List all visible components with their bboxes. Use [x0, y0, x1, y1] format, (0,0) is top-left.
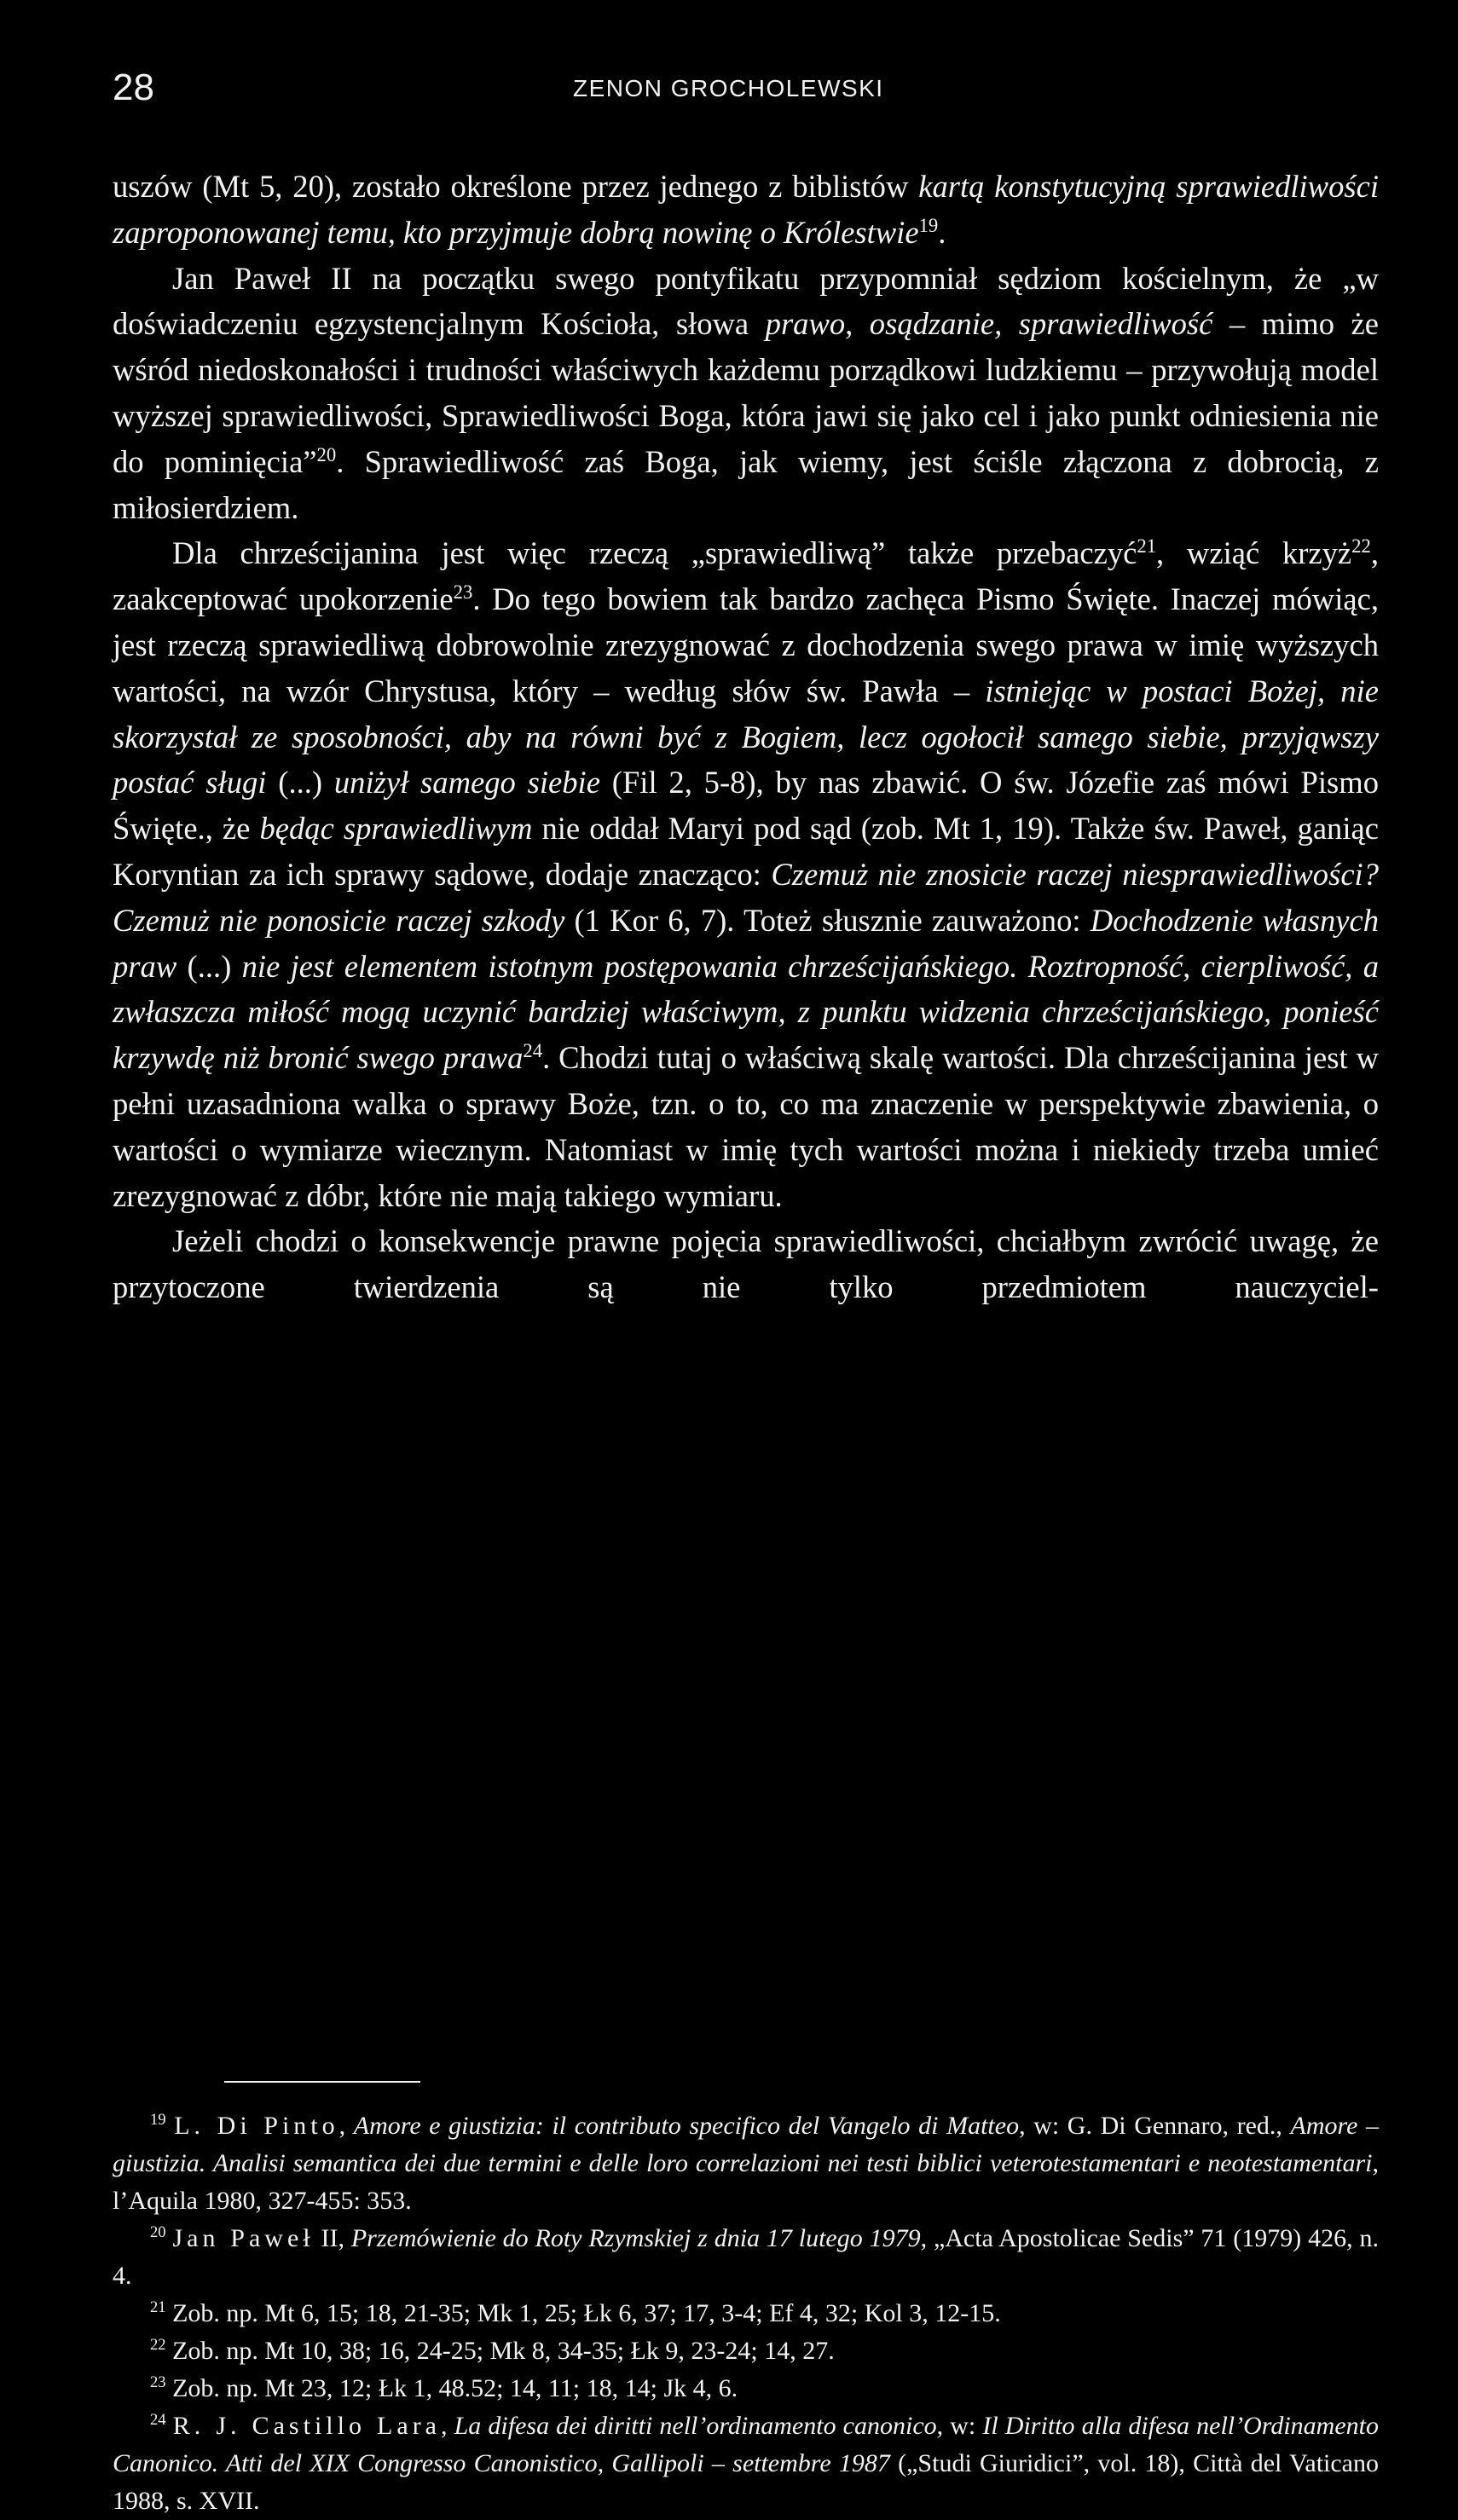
footnotes [113, 2107, 1379, 2520]
footnote-23 [113, 2370, 1379, 2407]
text-run: Dla chrześcijanina jest więc rzeczą „sprawiedliwą” także przebaczyć [172, 535, 1137, 571]
footnote-number: 24 [150, 2411, 166, 2429]
text-run: , w: [936, 2412, 983, 2440]
text-run: nie oddał Maryi pod sąd (zob. Mt 1, 19). Także św. Paweł, ganiąc Koryntian za ich sprawy sądowe, dodaje znacząco: [113, 811, 1379, 892]
footnote-ref: 24 [523, 1039, 543, 1061]
footnote-number: 23 [150, 2373, 166, 2391]
footnote-text: Zob. np. Mt 23, 12; Łk 1, 48.52; 14, 11; 18, 14; Jk 4, 6. [172, 2374, 738, 2402]
body-text [113, 164, 1379, 1310]
paragraph-1 [113, 164, 1379, 256]
footnote-author: Jan Paweł [172, 2224, 315, 2252]
text-run: (...) [266, 765, 334, 801]
footnote-divider [224, 2081, 420, 2083]
text-run: („Studi Giuridici”, vol. 18), Città del Vaticano 1988, s. XVII. [113, 2449, 1379, 2515]
text-run: (1 Kor 6, 7). Toteż słusznie zauważono: [564, 902, 1091, 938]
text-run: , [441, 2412, 454, 2440]
text-run: Jan Paweł II na początku swego pontyfikatu przypomniał sędziom kościelnym, że „w doświadczeniu egzystencjalnym Kościoła, słowa [113, 260, 1379, 342]
paragraph-3 [113, 530, 1379, 1218]
italic-run: Il Diritto alla difesa nell’Ordinamento Canonico. Atti del XIX Congresso Canonistico, Gallipoli – settembre 1987 [113, 2412, 1379, 2477]
text-run: , „Acta Apostolicae Sedis” 71 (1979) 426, n. 4. [113, 2224, 1379, 2290]
text-run: , [338, 2112, 354, 2140]
text-run: , l’Aquila 1980, 327-455: 353. [113, 2149, 1379, 2215]
text-run: . Sprawiedliwość zaś Boga, jak wiemy, jest ściśle złączona z dobrocią, z miłosierdziem. [113, 443, 1379, 525]
footnote-ref: 21 [1137, 535, 1157, 558]
running-head: ZENON GROCHOLEWSKI [573, 75, 884, 101]
text-run: II, [314, 2224, 351, 2252]
footnote-text: Zob. np. Mt 6, 15; 18, 21-35; Mk 1, 25; Łk 6, 37; 17, 3-4; Ef 4, 32; Kol 3, 12-15. [172, 2299, 1001, 2327]
footnote-22 [113, 2332, 1379, 2370]
italic-run: będąc sprawiedliwym [259, 811, 533, 847]
text-run: (...) [176, 948, 242, 984]
footnote-ref: 23 [453, 581, 473, 603]
text-run: . [938, 214, 946, 250]
footnote-ref: 19 [918, 214, 939, 236]
footnote-ref: 20 [316, 443, 337, 465]
italic-run: Czemuż nie znosicie raczej niesprawiedliwości? Czemuż nie ponosicie raczej szkody [113, 856, 1380, 938]
text-run: Jeżeli chodzi o konsekwencje prawne pojęcia sprawiedliwości, chciałbym zwrócić uwagę, że przytoczone twierdzenia są nie tylko przedmiotem nauczyciel- [113, 1223, 1379, 1305]
footnote-19 [113, 2107, 1379, 2220]
text-run: (Fil 2, 5-8), by nas zbawić. O św. Józefie zaś mówi Pismo Święte., że [113, 765, 1379, 847]
italic-run: Dochodzenie własnych praw [113, 902, 1379, 984]
footnote-number: 21 [150, 2298, 166, 2316]
italic-run: La difesa dei diritti nell’ordinamento canonico [454, 2412, 937, 2440]
footnote-author: L. Di Pinto [174, 2112, 339, 2140]
text-run: uszów (Mt 5, 20), zostało określone przez jednego z biblistów [113, 169, 919, 204]
footnote-ref: 22 [1351, 535, 1371, 558]
text-run: . Do tego bowiem tak bardzo zachęca Pismo Święte. Inaczej mówiąc, jest rzeczą sprawiedliwą dobrowolnie zrezygnować z dochodzenia swego prawa w imię wyższych wartości, na wzór Chrystusa, który – według słów św. Pawła – [113, 581, 1379, 708]
paragraph-2 [113, 256, 1379, 531]
text-run: , zaakceptować upokorzenie [113, 535, 1379, 617]
italic-run: prawo, osądzanie, sprawiedliwość [765, 306, 1213, 342]
footnote-author: R. J. Castillo Lara [172, 2412, 441, 2440]
page-number: 28 [113, 66, 154, 108]
italic-run: Amore e giustizia: il contributo specifico del Vangelo di Matteo [353, 2112, 1020, 2140]
text-run: . Chodzi tutaj o właściwą skalę wartości. Dla chrześcijanina jest w pełni uzasadniona walka o sprawy Boże, tzn. o to, co ma znaczenie w perspektywie zbawienia, o wartości o wymiarze wiecznym. Natomiast w imię tych wartości można i niekiedy trzeba umieć zrezygnować z dóbr, które nie mają takiego wymiaru. [113, 1040, 1380, 1213]
italic-run: uniżył samego siebie [333, 765, 600, 801]
italic-run: nie jest elementem istotnym postępowania chrześcijańskiego. Roztropność, cierpliwość, a zwłaszcza miłość mogą uczynić bardziej właściwym, z punktu widzenia chrześcijańskiego, ponieść krzywdę niż bronić swego prawa [113, 948, 1379, 1076]
footnote-21 [113, 2295, 1379, 2332]
footnote-number: 19 [150, 2111, 166, 2129]
footnote-text: Zob. np. Mt 10, 38; 16, 24-25; Mk 8, 34-35; Łk 9, 23-24; 14, 27. [172, 2337, 835, 2365]
italic-run: Amore – giustizia. Analisi semantica dei due termini e delle loro correlazioni nei testi biblici veterotestamentari e neotestamentari [113, 2112, 1380, 2177]
text-run: , wziąć krzyż [1156, 535, 1352, 571]
italic-run: istniejąc w postaci Bożej, nie skorzystał ze sposobności, aby na równi być z Bogiem, lecz ogołocił samego siebie, przyjąwszy postać sługi [113, 673, 1379, 801]
text-run: , w: G. Di Gennaro, red., [1019, 2112, 1291, 2140]
footnote-number: 20 [150, 2223, 166, 2241]
footnote-20 [113, 2220, 1379, 2295]
footnote-number: 22 [150, 2336, 166, 2354]
text-run: – mimo że wśród niedoskonałości i trudności właściwych każdemu porządkowi ludzkiemu – przywołują model wyższej sprawiedliwości, Sprawiedliwości Boga, która jawi się jako cel i jako punkt odniesienia nie do pominięcia” [113, 306, 1379, 479]
footnote-24 [113, 2407, 1379, 2520]
paragraph-4 [113, 1218, 1379, 1310]
italic-run: kartą konstytucyjną sprawiedliwości zaproponowanej temu, kto przyjmuje dobrą nowinę o Królestwie [113, 169, 1380, 250]
page-header [113, 66, 1387, 111]
italic-run: Przemówienie do Roty Rzymskiej z dnia 17 lutego 1979 [350, 2224, 921, 2252]
